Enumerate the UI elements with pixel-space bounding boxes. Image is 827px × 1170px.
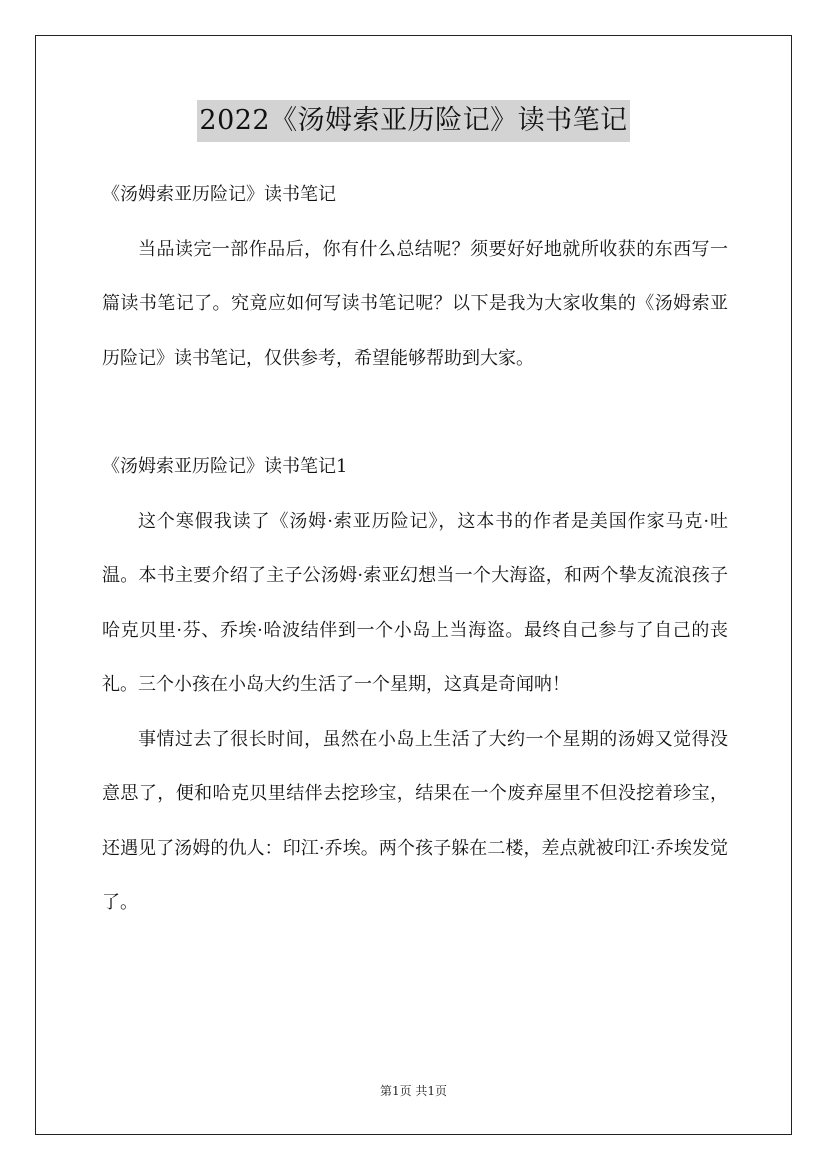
body-paragraph-1: 这个寒假我读了《汤姆·索亚历险记》，这本书的作者是美国作家马克·吐温。本书主要介绍了主子公汤姆·索亚幻想当一个大海盗，和两个挚友流浪孩子哈克贝里·芬、乔埃·哈波结伴到一个小岛上当海盗。最终自己参与了自己的丧礼。三个小孩在小岛大约生活了一个星期，这真是奇闻呐！: [102, 510, 728, 695]
section-heading-2: 《汤姆索亚历险记》读书笔记1: [102, 456, 348, 477]
title-container: [0, 100, 827, 142]
page-footer: 第1页 共1页: [379, 1084, 448, 1098]
section-spacer: [102, 386, 728, 440]
body-paragraph-2: 事情过去了很长时间，虽然在小岛上生活了大约一个星期的汤姆又觉得没意思了，便和哈克贝里结伴去挖珍宝，结果在一个废弃屋里不但没挖着珍宝，还遇见了汤姆的仇人：印江·乔埃。两个孩子躲在二楼，差点就被印江·乔埃发觉了。: [102, 728, 728, 913]
document-body: [102, 168, 728, 931]
section-heading-1: 《汤姆索亚历险记》读书笔记: [102, 184, 336, 205]
document-title: 2022《汤姆索亚历险记》读书笔记: [197, 100, 629, 142]
intro-paragraph: 当品读完一部作品后，你有什么总结呢？须要好好地就所收获的东西写一篇读书笔记了。究竟应如何写读书笔记呢？以下是我为大家收集的《汤姆索亚历险记》读书笔记，仅供参考，希望能够帮助到大家。: [102, 238, 728, 369]
